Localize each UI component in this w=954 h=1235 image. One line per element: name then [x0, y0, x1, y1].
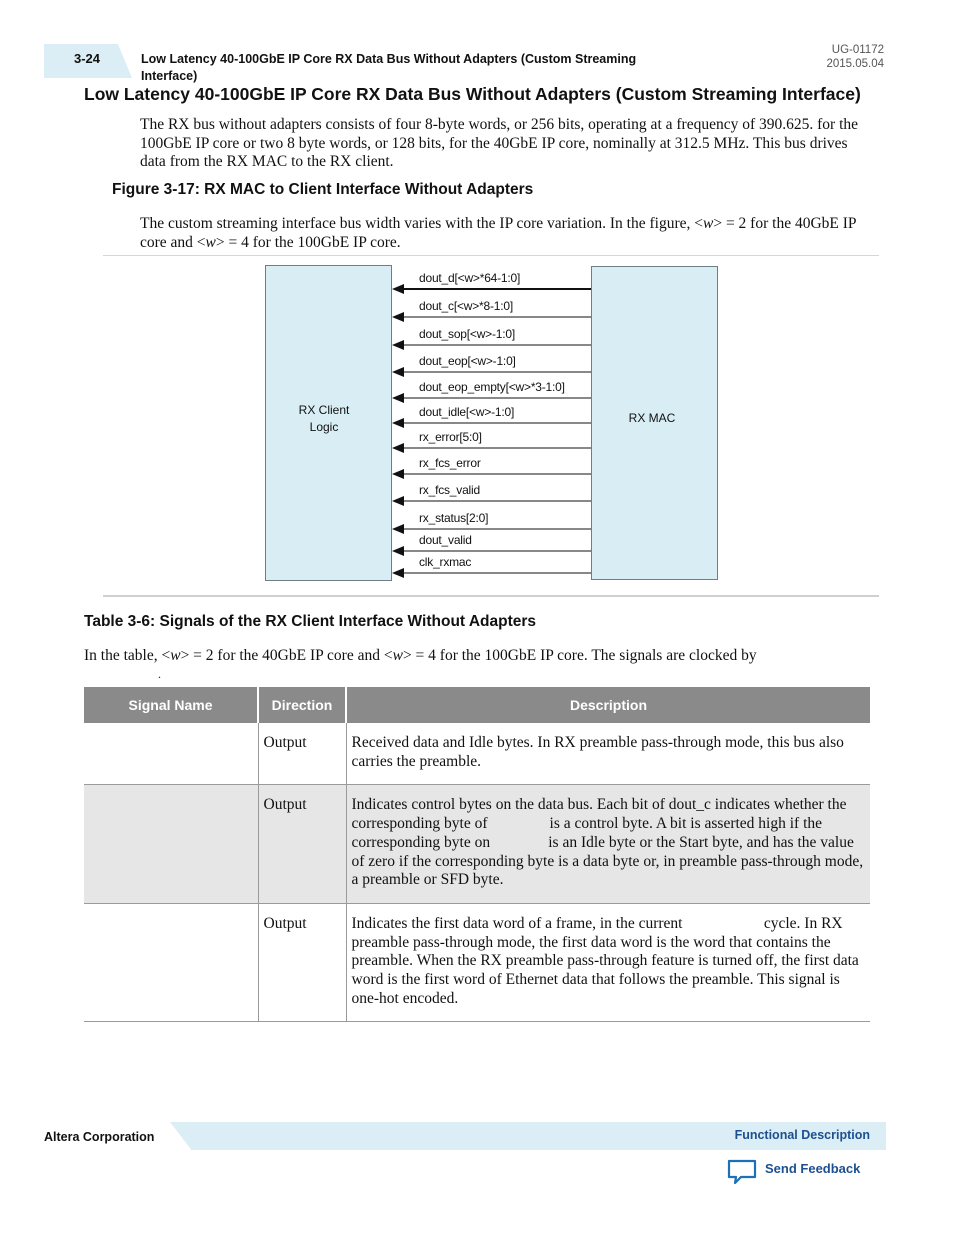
- direction-cell: Output: [258, 785, 346, 904]
- signal-arrowhead: [392, 469, 404, 479]
- table-intro-continuation: .: [158, 667, 161, 681]
- signal-arrowhead: [392, 568, 404, 578]
- table-intro-var: w: [392, 647, 403, 664]
- column-header-direction: Direction: [258, 687, 346, 723]
- signal-arrowhead: [392, 367, 404, 377]
- signal-arrowhead: [392, 393, 404, 403]
- signal-label: rx_fcs_error: [419, 456, 481, 470]
- signal-label: dout_c[<w>*8-1:0]: [419, 299, 514, 313]
- signal-arrowhead: [392, 312, 404, 322]
- page-number: 3-24: [74, 51, 101, 66]
- description-cell: Indicates the first data word of a frame, in the current cycle. In RX preamble pass-through mode, the first data word is the word that contains the preamble. When the RX preamble pass-through feature is turned off, the first data word is the first word of Ethernet data that follows the preamble. This signal is one-hot encoded.: [346, 903, 870, 1022]
- table-caption: Table 3-6: Signals of the RX Client Interface Without Adapters: [84, 613, 536, 630]
- signal-label: dout_idle[<w>-1:0]: [419, 405, 515, 419]
- table-row: [84, 723, 870, 785]
- signal-arrowhead: [392, 443, 404, 453]
- send-feedback-link[interactable]: Send Feedback: [765, 1161, 861, 1176]
- rx-client-logic-label: RX Client Logic: [298, 403, 350, 434]
- signal-label: clk_rxmac: [419, 555, 472, 569]
- section-heading: Low Latency 40-100GbE IP Core RX Data Bus Without Adapters (Custom Streaming Interface): [84, 84, 861, 104]
- table-intro-var: w: [170, 647, 181, 664]
- description-cell: Indicates control bytes on the data bus. Each bit of dout_c indicates whether the corresponding byte of is a control byte. A bit is asserted high if the corresponding byte on is an Idle byte or the Start byte, and has the value of zero if the corresponding byte is a data byte or, in preamble pass-through mode, a preamble or SFD byte.: [346, 785, 870, 904]
- table-intro-text: > = 2 for the 40GbE IP core and <: [180, 647, 393, 664]
- signal-label: dout_d[<w>*64-1:0]: [419, 271, 521, 285]
- intro-paragraph: The RX bus without adapters consists of four 8-byte words, or 256 bits, operating at a frequency of 390.625. for the 100GbE IP core or two 8 byte words, or 128 bits, for the 40GbE IP core, nominally at 312.5 MHz. This bus drives data from the RX MAC to the RX client.: [140, 116, 859, 171]
- signal-arrowhead: [392, 546, 404, 556]
- figure-caption: Figure 3-17: RX MAC to Client Interface Without Adapters: [112, 181, 534, 198]
- document-id: [826, 43, 884, 71]
- document-number: UG-01172: [831, 44, 884, 56]
- figure-description-text: The custom streaming interface bus width varies with the IP core variation. In the figure, <: [140, 215, 703, 232]
- table-intro: [84, 647, 874, 666]
- direction-cell: Output: [258, 723, 346, 785]
- signals-table: [84, 687, 870, 1022]
- signal-label: dout_eop[<w>-1:0]: [419, 354, 516, 368]
- table-intro-text: In the table, <: [84, 647, 171, 664]
- signal-arrowhead: [392, 284, 404, 294]
- signal-name-cell: [84, 903, 258, 1022]
- signal-label: rx_fcs_valid: [419, 483, 480, 497]
- column-header-description: Description: [346, 687, 870, 723]
- table-header-row: [84, 687, 870, 723]
- feedback-icon[interactable]: [726, 1158, 758, 1186]
- rx-mac-label: RX MAC: [628, 411, 676, 425]
- figure-description-var: w: [205, 233, 216, 251]
- signal-arrowhead: [392, 524, 404, 534]
- figure-description-var: w: [702, 215, 714, 232]
- signal-label: dout_sop[<w>-1:0]: [419, 327, 516, 341]
- figure-description-text: > = 4 for the 100GbE IP core.: [215, 233, 401, 251]
- figure-top-rule: [103, 255, 879, 256]
- document-date: 2015.05.04: [826, 58, 884, 70]
- signal-label: rx_status[2:0]: [419, 511, 489, 525]
- signal-arrowhead: [392, 340, 404, 350]
- table-row: [84, 903, 870, 1022]
- signal-label: dout_valid: [419, 533, 472, 547]
- signal-name-cell: [84, 785, 258, 904]
- footer-company: Altera Corporation: [44, 1130, 155, 1144]
- functional-description-link[interactable]: Functional Description: [734, 1128, 870, 1142]
- signal-name-cell: [84, 723, 258, 785]
- table-intro-text: > = 4 for the 100GbE IP core. The signals are clocked by: [402, 647, 757, 664]
- figure-bottom-rule: [103, 595, 879, 597]
- signal-arrowhead: [392, 418, 404, 428]
- running-title: Low Latency 40-100GbE IP Core RX Data Bus Without Adapters (Custom Streaming Interface): [141, 52, 637, 83]
- table-row: [84, 785, 870, 904]
- figure-description-text: > = 2 for the 40GbE IP core and <: [140, 215, 856, 251]
- signal-label: dout_eop_empty[<w>*3-1:0]: [419, 380, 565, 394]
- signal-label: rx_error[5:0]: [419, 430, 482, 444]
- description-cell: Received data and Idle bytes. In RX preamble pass-through mode, this bus also carries the preamble.: [346, 723, 870, 785]
- signal-arrowhead: [392, 496, 404, 506]
- figure-description: [140, 215, 868, 252]
- column-header-signal-name: Signal Name: [84, 687, 258, 723]
- direction-cell: Output: [258, 903, 346, 1022]
